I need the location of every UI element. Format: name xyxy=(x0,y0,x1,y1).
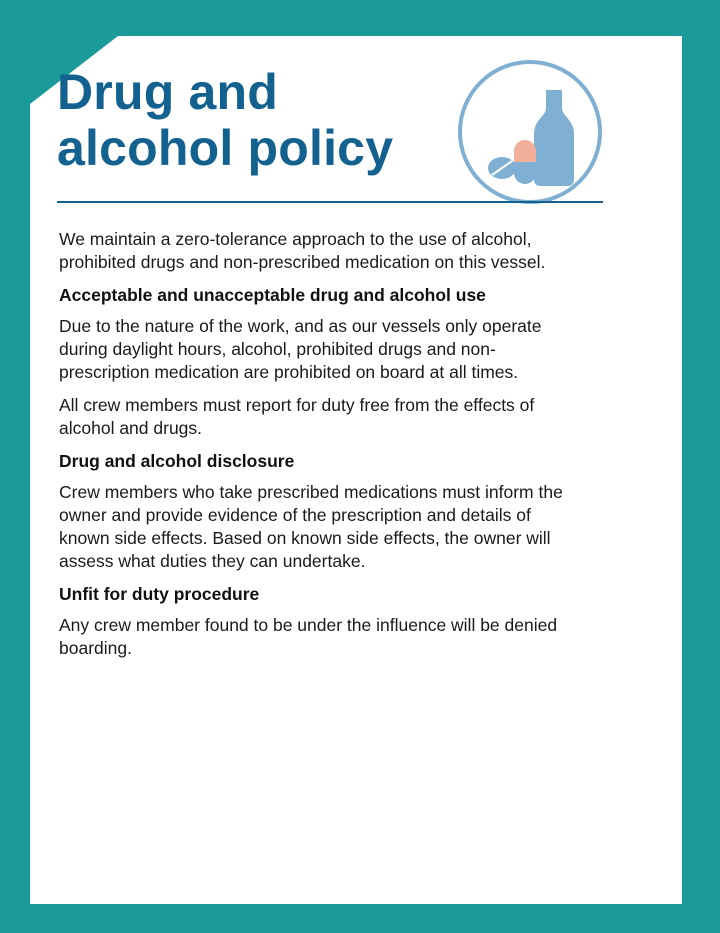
intro-paragraph: We maintain a zero-tolerance approach to the use of alcohol, prohibited drugs and non-prescribed medication on this vessel. xyxy=(59,229,546,272)
disclosure-paragraph: Crew members who take prescribed medications must inform the owner and provide evidence of the prescription and details of known side effects. Based on known side effects, the owner will assess what duties they can undertake. xyxy=(59,482,563,571)
acceptable-use-paragraph-2: All crew members must report for duty free from the effects of alcohol and drugs. xyxy=(59,395,535,438)
section-heading-unfit-for-duty: Unfit for duty procedure xyxy=(59,584,260,604)
title-line-2: alcohol policy xyxy=(57,120,394,176)
policy-body xyxy=(59,228,563,670)
pills-and-bottle-icon xyxy=(456,58,604,206)
section-heading-disclosure: Drug and alcohol disclosure xyxy=(59,451,295,471)
title-line-1: Drug and xyxy=(57,64,279,120)
acceptable-use-paragraph-1: Due to the nature of the work, and as our vessels only operate during daylight hours, alcohol, prohibited drugs and non-prescription medication are prohibited on board at all times. xyxy=(59,316,542,382)
page-title xyxy=(57,64,447,176)
title-divider xyxy=(57,201,603,203)
unfit-for-duty-paragraph: Any crew member found to be under the influence will be denied boarding. xyxy=(59,615,558,658)
section-heading-acceptable-use: Acceptable and unacceptable drug and alcohol use xyxy=(59,285,486,305)
